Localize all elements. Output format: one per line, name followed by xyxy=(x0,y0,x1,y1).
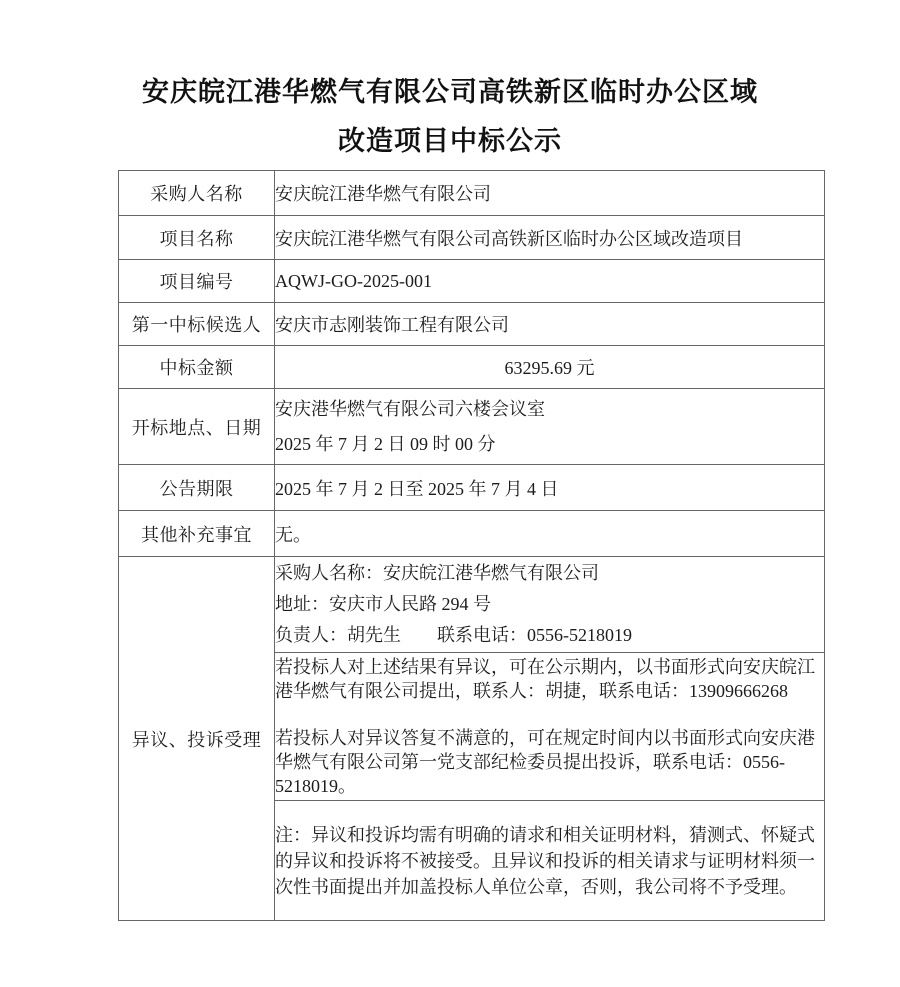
other-value: 无。 xyxy=(275,511,825,557)
row-objection-contact xyxy=(119,557,825,653)
opening-datetime: 2025 年 7 月 2 日 09 时 00 分 xyxy=(275,433,496,454)
objection-paragraph-1: 若投标人对上述结果有异议，可在公示期内，以书面形式向安庆皖江港华燃气有限公司提出，联系人：胡捷，联系电话：13909666268 xyxy=(275,657,815,701)
bid-amount-label: 中标金额 xyxy=(119,346,275,389)
document-title xyxy=(0,0,900,166)
first-candidate-label: 第一中标候选人 xyxy=(119,303,275,346)
objection-paragraph-2: 若投标人对异议答复不满意的，可在规定时间内以书面形式向安庆港华燃气有限公司第一党支部纪检委员提出投诉，联系电话：0556-5218019。 xyxy=(275,728,815,796)
objection-contact-address: 地址：安庆市人民路 294 号 xyxy=(275,594,491,614)
objection-label: 异议、投诉受理 xyxy=(119,557,275,921)
opening-value xyxy=(275,389,825,465)
objection-note: 注：异议和投诉均需有明确的请求和相关证明材料，猜测式、怀疑式的异议和投诉将不被接受。且异议和投诉的相关请求与证明材料须一次性书面提出并加盖投标人单位公章，否则，我公司将不予受理。 xyxy=(275,824,815,897)
objection-note-cell xyxy=(275,801,825,921)
other-label: 其他补充事宜 xyxy=(119,511,275,557)
row-bid-amount xyxy=(119,346,825,389)
first-candidate-value: 安庆市志刚装饰工程有限公司 xyxy=(275,303,825,346)
title-line-2: 改造项目中标公示 xyxy=(338,126,562,156)
row-opening xyxy=(119,389,825,465)
row-first-candidate xyxy=(119,303,825,346)
notice-period-label: 公告期限 xyxy=(119,465,275,511)
objection-contact-name: 采购人名称：安庆皖江港华燃气有限公司 xyxy=(275,563,599,583)
objection-contact-person: 负责人：胡先生 联系电话：0556-5218019 xyxy=(275,625,632,645)
bid-amount-value: 63295.69 元 xyxy=(275,346,825,389)
opening-label: 开标地点、日期 xyxy=(119,389,275,465)
row-project-name xyxy=(119,216,825,260)
row-purchaser xyxy=(119,171,825,216)
purchaser-value: 安庆皖江港华燃气有限公司 xyxy=(275,171,825,216)
purchaser-label: 采购人名称 xyxy=(119,171,275,216)
title-line-1: 安庆皖江港华燃气有限公司高铁新区临时办公区域 xyxy=(142,77,758,107)
project-number-label: 项目编号 xyxy=(119,260,275,303)
opening-location: 安庆港华燃气有限公司六楼会议室 xyxy=(275,398,545,419)
row-other xyxy=(119,511,825,557)
notice-table xyxy=(118,170,825,921)
project-name-label: 项目名称 xyxy=(119,216,275,260)
project-number-value: AQWJ-GO-2025-001 xyxy=(275,260,825,303)
row-notice-period xyxy=(119,465,825,511)
notice-period-value: 2025 年 7 月 2 日至 2025 年 7 月 4 日 xyxy=(275,465,825,511)
row-project-number xyxy=(119,260,825,303)
project-name-value: 安庆皖江港华燃气有限公司高铁新区临时办公区域改造项目 xyxy=(275,216,825,260)
objection-process-cell xyxy=(275,653,825,801)
objection-contact-cell xyxy=(275,557,825,653)
